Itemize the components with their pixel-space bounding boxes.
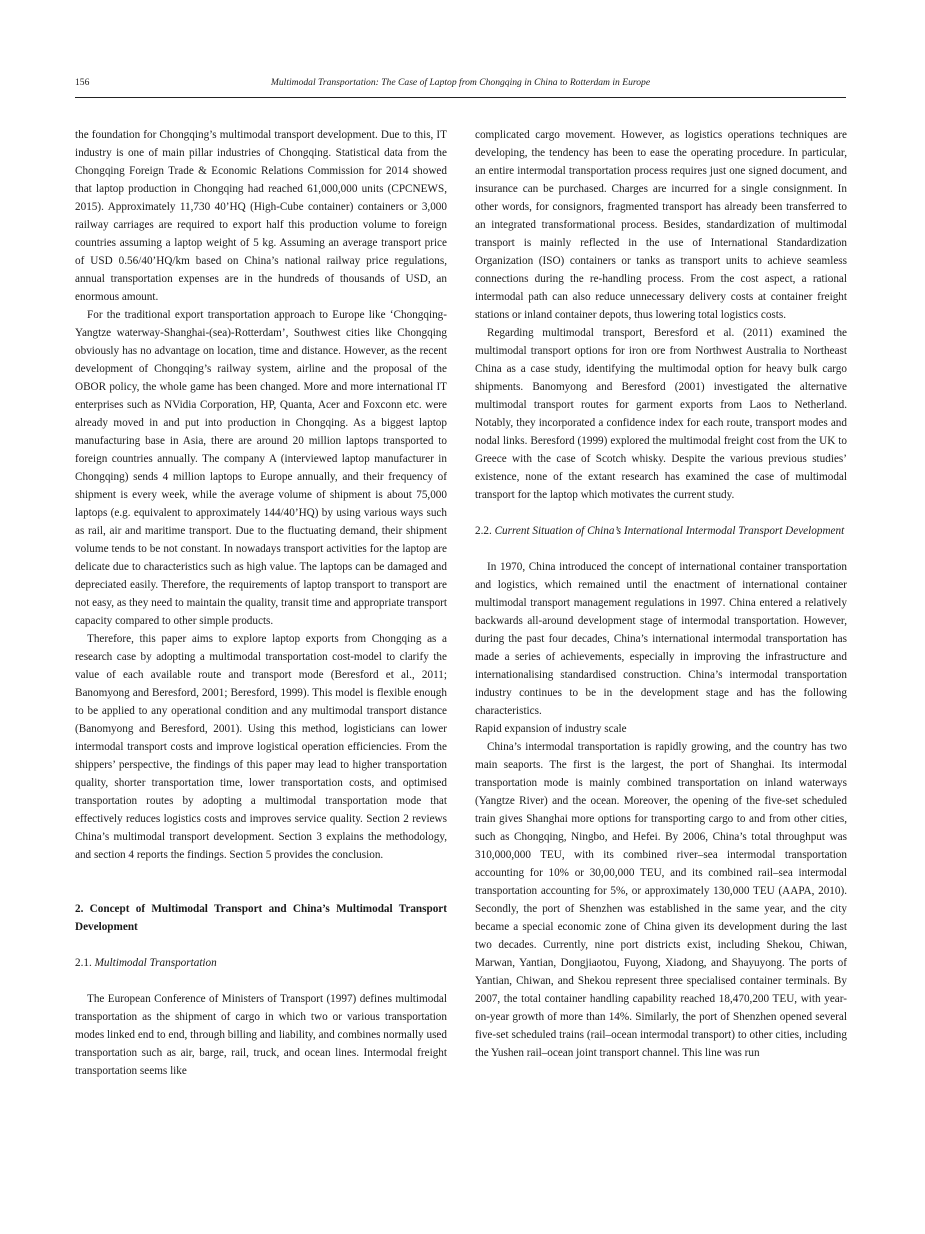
left-column <box>75 126 447 1080</box>
page-number: 156 <box>75 77 90 88</box>
subsection-number: 2.2. <box>475 525 492 537</box>
subsection-title: Multimodal Transportation <box>94 957 217 969</box>
right-column <box>475 126 847 1062</box>
subsection-number: 2.1. <box>75 957 92 969</box>
header-rule <box>75 97 846 98</box>
paragraph: the foundation for Chongqing’s multimodal transport development. Due to this, IT industry is one of main pillar industries of Chongqing. Statistical data from the Chongqing Foreign Trade & Economic Relations Commission for 2014 showed that laptop production in Chongqing had reached 61,000,000 units (CPCNEWS, 2015). Approximately 11,730 40’HQ (High-Cube container) containers or 3,000 railway carriages are required to export half this production volume to foreign countries assuming a laptop weight of 5 kg. Assuming an average transport price of USD 0.56/40’HQ/km based on China’s national railway price regulations, annual transportation expenses are in the hundreds of thousands of USD, an enormous amount. <box>75 129 447 303</box>
paragraph: In 1970, China introduced the concept of international container transportation and logistics, which remained until the enactment of international container multimodal transport management regulations in 1997. China entered a relatively backwards all-around development stage of intermodal transportation. However, during the past four decades, China’s international intermodal transportation has made a series of achievements, especially in improving the infrastructure and internationalising standardised construction. China’s intermodal transportation industry continues to be in the development stage and has the following characteristics. <box>475 561 847 717</box>
paragraph: Therefore, this paper aims to explore laptop exports from Chongqing as a research case by adopting a multimodal transportation cost-model to clarify the value of each available route and transport mode (Beresford et al., 2011; Banomyong and Beresford, 2001; Beresford, 1999). This model is flexible enough to be applied to any operational condition and any multimodal transport distance (Banomyong and Beresford, 2001). Using this method, logisticians can lower intermodal transport costs and improve logistical operation efficiencies. From the shippers’ perspective, the findings of this paper may lead to higher transportation quality, shorter transportation time, lower transportation costs, and optimised transportation routes by adopting a multimodal transportation mode that effectively reduces logistics costs and improves service quality. Section 2 reviews China’s multimodal transport development. Section 3 explains the methodology, and section 4 reports the findings. Section 5 provides the conclusion. <box>75 633 447 861</box>
spacer <box>75 972 447 990</box>
list-item: Rapid expansion of industry scale <box>475 723 627 735</box>
spacer <box>75 864 447 900</box>
running-header <box>75 76 846 92</box>
paragraph: China’s intermodal transportation is rapidly growing, and the country has two main seaports. The first is the largest, the port of Shanghai. Its intermodal transportation mode is mainly combined transportation on inland waterways (Yangtze River) and the ocean. Moreover, the opening of the five-set scheduled train gives Shanghai more options for transporting cargo to and from other cities, such as Chongqing, Ningbo, and Hefei. By 2006, China’s total throughput was 310,000,000 TEU, with its combined river–sea intermodal transportation accounting for 10% or 30,00,000 TEU, and its combined rail–sea intermodal transportation accounting for 5%, or approximately 130,000 TEU (AAPA, 2010). Secondly, the port of Shenzhen was established in the same year, and the city became a special economic zone of China given its development during the last two decades. Currently, nine port districts exist, including Shekou, Chiwan, Marwan, Yantian, Dongjiaotou, Fuyong, Xiadong, and Shayuyong. The ports of Yantian, Chiwan, and Shekou represent three specialised container terminals. By 2007, the total container handling capability reached 18,470,200 TEU, with year-on-year growth of more than 14%. Similarly, the port of Shenzhen opened several five-set scheduled trains (rail–ocean intermodal transport) to other cities, including the Yushen rail–ocean joint transport channel. This line was run <box>475 741 847 1059</box>
paragraph: The European Conference of Ministers of Transport (1997) defines multimodal transportation as the shipment of cargo in which two or various transportation modes linked end to end, through billing and liability, and combines normally used transportation such as air, barge, rail, truck, and ocean lines. Intermodal freight transportation seems like <box>75 993 447 1077</box>
spacer <box>475 504 847 522</box>
subsection-heading <box>75 954 447 972</box>
paragraph: Regarding multimodal transport, Beresford et al. (2011) examined the multimodal transport options for iron ore from Northwest Australia to Northeast China as a case study, identifying the multimodal option for heavy bulk cargo shipments. Banomyong and Beresford (2001) investigated the alternative multimodal transport routes for garment exports from Laos to Netherland. Notably, they incorporated a confidence index for each route, transport modes and nodal links. Beresford (1999) explored the multimodal freight cost from the UK to Greece with the case of Scotch whisky. Despite the various previous studies’ existence, none of the extant research has examined the case of multimodal transport for the laptop which motivates the current study. <box>475 327 847 501</box>
subsection-heading <box>475 522 847 540</box>
paragraph: complicated cargo movement. However, as logistics operations techniques are developing, the tendency has been to ease the operating procedure. In particular, an entire intermodal transportation process requires just one signed document, and insurance can be purchased. Charges are incurred for a single consignment. In other words, for consignors, fragmented transport has already been transferred to an integrated transformational process. Besides, standardization of multimodal transport is mainly reflected in the use of International Standardization Organization (ISO) containers or tanks as transport units to achieve seamless connections during the re-handling process. From the cost aspect, a rational intermodal path can also reduce unnecessary delivery costs at container freight stations or inland container depots, thus lowering total logistics costs. <box>475 129 847 321</box>
spacer <box>475 540 847 558</box>
spacer <box>75 936 447 954</box>
paragraph: For the traditional export transportation approach to Europe like ‘Chongqing-Yangtze waterway-Shanghai-(sea)-Rotterdam’, Southwest cities like Chongqing obviously has no advantage on location, time and distance. However, as the recent development of Chongqing’s railway system, airline and the proposal of the OBOR policy, the whole game has been changed. More and more international IT enterprises such as NVidia Corporation, HP, Quanta, Acer and Foxconn etc. were already moved in and put into production in Chongqing. As a biggest laptop manufacturing base in Asia, there are around 20 million laptops transported to foreign countries annually. The company A (interviewed laptop manufacturer in Chongqing) sends 4 million laptops to Europe annually, and their frequency of shipment is every week, while the average volume of shipment is about 75,000 laptops (e.g. equivalent to approximately 144/40’HQ) by using various ways such as rail, air and maritime transport. Due to the fluctuating demand, their shipment volume tends to be not constant. In nowadays transport activities for the laptop are delicate due to characteristics such as high value. The laptops can be damaged and depreciated easily. Therefore, the requirements of laptop transport to transport are not easy, as they need to maintain the quality, transit time and appropriate transport capacity compared to other simple products. <box>75 309 447 627</box>
section-heading: 2. Concept of Multimodal Transport and China’s Multimodal Transport Development <box>75 903 447 933</box>
running-title: Multimodal Transportation: The Case of Laptop from Chongqing in China to Rotterdam in Europe <box>270 77 651 88</box>
subsection-title: Current Situation of China’s International Intermodal Transport Development <box>494 525 845 537</box>
